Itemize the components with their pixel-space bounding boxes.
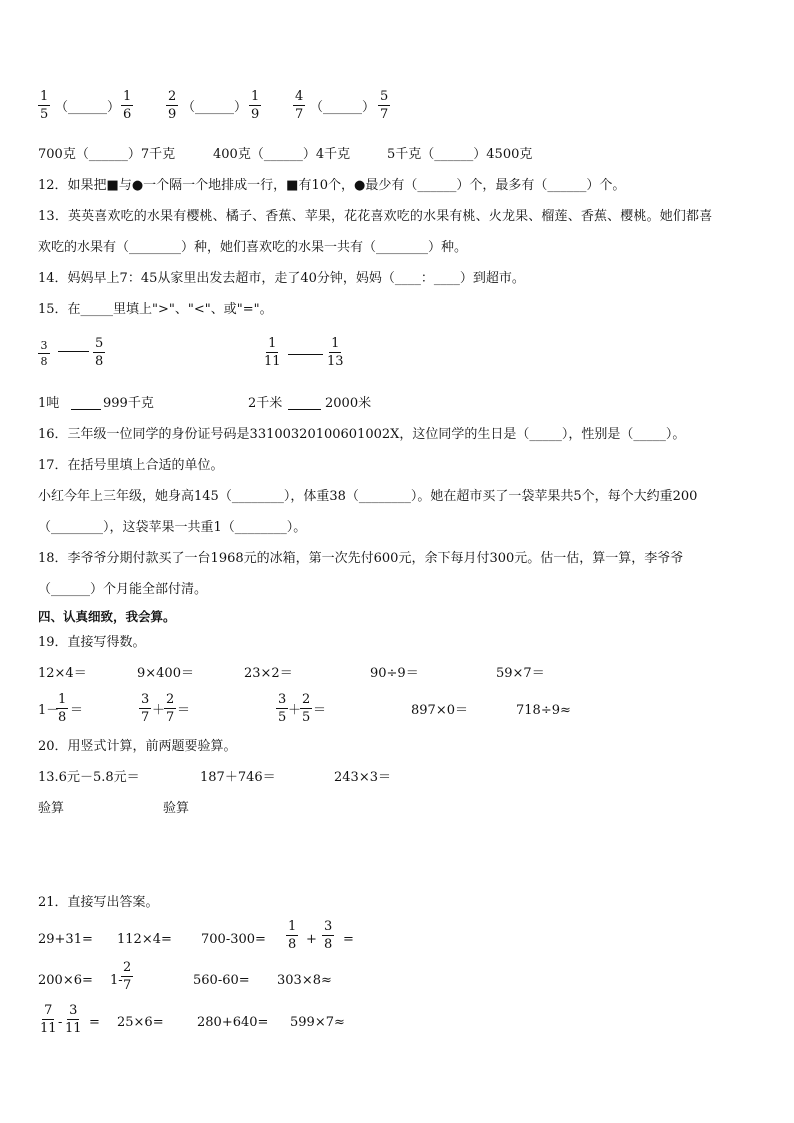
operator: ＋ — [152, 703, 166, 718]
fraction: $\frac{1}{9}$ — [251, 89, 260, 122]
q15-unit-right: 2000米 — [325, 396, 372, 411]
calc-prefix: 1－ — [38, 703, 60, 718]
fraction: $\frac{7}{11}$ — [40, 1003, 57, 1036]
calc-item: 29+31= — [38, 932, 93, 947]
compare-blank[interactable] — [71, 408, 101, 410]
calc-item: 187＋746＝ — [200, 770, 276, 785]
q15-unit-left: 2千米 — [248, 396, 283, 411]
calc-item: 9×400＝ — [137, 666, 194, 681]
calc-item: 200×6= — [38, 973, 93, 988]
equals-sign: = — [89, 1015, 100, 1030]
fraction: $\frac{1}{13}$ — [327, 336, 344, 369]
operator: ＋ — [288, 703, 302, 718]
fraction: $\frac{3}{8}$ — [38, 339, 50, 368]
fraction: $\frac{2}{5}$ — [302, 692, 311, 725]
fraction: $\frac{2}{7}$ — [166, 692, 175, 725]
calc-item: 90÷9＝ — [370, 666, 419, 681]
q15-unit-right: 999千克 — [103, 396, 154, 411]
calc-item: 13.6元－5.8元＝ — [38, 770, 140, 785]
compare-blank[interactable] — [288, 353, 323, 355]
answer-blank[interactable]: （______） — [182, 100, 248, 115]
answer-blank[interactable]: （______） — [310, 100, 376, 115]
calc-item: 897×0＝ — [411, 703, 468, 718]
question-15-title: 15．在_____里填上">"、"<"、或"="。 — [38, 302, 273, 317]
calc-item: 303×8≈ — [277, 973, 332, 988]
operator: + — [306, 932, 317, 947]
calc-item: 280+640= — [197, 1015, 269, 1030]
fraction: $\frac{5}{8}$ — [95, 336, 104, 369]
calc-item: 560-60= — [193, 973, 250, 988]
question-13-line2: 欢吃的水果有（________）种，她们喜欢吃的水果一共有（________）种。 — [38, 240, 468, 255]
question-14: 14．妈妈早上7：45从家里出发去超市，走了40分钟，妈妈（____：____）到超市。 — [38, 271, 525, 286]
question-18-line2: （______）个月能全部付清。 — [38, 582, 208, 597]
question-18-line1: 18．李爷爷分期付款买了一台1968元的冰箱，第一次先付600元，余下每月付300元。估一估，算一算，李爷爷 — [38, 551, 684, 566]
calc-item: 23×2＝ — [244, 666, 293, 681]
answer-blank[interactable]: （______） — [55, 100, 121, 115]
fraction: $\frac{1}{8}$ — [288, 919, 297, 952]
fraction: $\frac{1}{5}$ — [40, 89, 49, 122]
question-16: 16．三年级一位同学的身份证号码是33100320100601002X，这位同学的生日是（_____），性别是（_____）。 — [38, 427, 686, 442]
equals-sign: ＝ — [313, 703, 327, 718]
check-label: 验算 — [38, 801, 65, 816]
compare-blank[interactable] — [58, 350, 89, 352]
fraction: $\frac{4}{7}$ — [295, 89, 304, 122]
q15-unit-left: 1吨 — [38, 396, 60, 411]
calc-item: 599×7≈ — [290, 1015, 345, 1030]
fraction: $\frac{3}{8}$ — [324, 919, 333, 952]
question-17-line2: （________），这袋苹果一共重1（________）。 — [38, 520, 307, 535]
calc-item: 59×7＝ — [496, 666, 545, 681]
fraction: $\frac{2}{9}$ — [168, 89, 177, 122]
q11-unit-compare: 5千克（______）4500克 — [387, 147, 533, 162]
question-12: 12．如果把■与●一个隔一个地排成一行，■有10个，●最少有（______）个，最多有（______）个。 — [38, 178, 626, 193]
question-17-title: 17．在括号里填上合适的单位。 — [38, 458, 224, 473]
equals-sign: = — [343, 932, 354, 947]
question-21-title: 21．直接写出答案。 — [38, 895, 159, 910]
q11-unit-compare: 700克（______）7千克 — [38, 147, 176, 162]
fraction: $\frac{1}{8}$ — [58, 692, 67, 725]
check-label: 验算 — [163, 801, 190, 816]
fraction: $\frac{3}{5}$ — [278, 692, 287, 725]
operator: - — [58, 1015, 63, 1030]
question-13-line1: 13．英英喜欢吃的水果有樱桃、橘子、香蕉、苹果，花花喜欢吃的水果有桃、火龙果、榴莲、香蕉、樱桃。她们都喜 — [38, 209, 713, 224]
calc-item: 700-300= — [201, 932, 266, 947]
equals-sign: ＝ — [177, 703, 191, 718]
fraction: $\frac{1}{11}$ — [264, 336, 281, 369]
fraction: $\frac{1}{6}$ — [123, 89, 132, 122]
question-17-line1: 小红今年上三年级，她身高145（________），体重38（________）。她在超市买了一袋苹果共5个，每个大约重200 — [38, 489, 698, 504]
calc-item: 243×3＝ — [334, 770, 391, 785]
fraction: $\frac{3}{7}$ — [141, 692, 150, 725]
fraction: $\frac{2}{7}$ — [123, 960, 132, 993]
calc-item: 718÷9≈ — [516, 703, 571, 718]
calc-item: 112×4= — [117, 932, 172, 947]
fraction: $\frac{5}{7}$ — [380, 89, 389, 122]
fraction: $\frac{3}{11}$ — [65, 1003, 82, 1036]
compare-blank[interactable] — [288, 408, 321, 410]
calc-item: 12×4＝ — [38, 666, 87, 681]
section-heading: 四、认真细致，我会算。 — [38, 609, 176, 624]
equals-sign: ＝ — [70, 703, 84, 718]
question-20-title: 20．用竖式计算，前两题要验算。 — [38, 739, 237, 754]
question-19-title: 19．直接写得数。 — [38, 635, 146, 650]
q11-unit-compare: 400克（______）4千克 — [213, 147, 351, 162]
calc-item: 25×6= — [117, 1015, 164, 1030]
calc-prefix: 1- — [110, 973, 123, 988]
